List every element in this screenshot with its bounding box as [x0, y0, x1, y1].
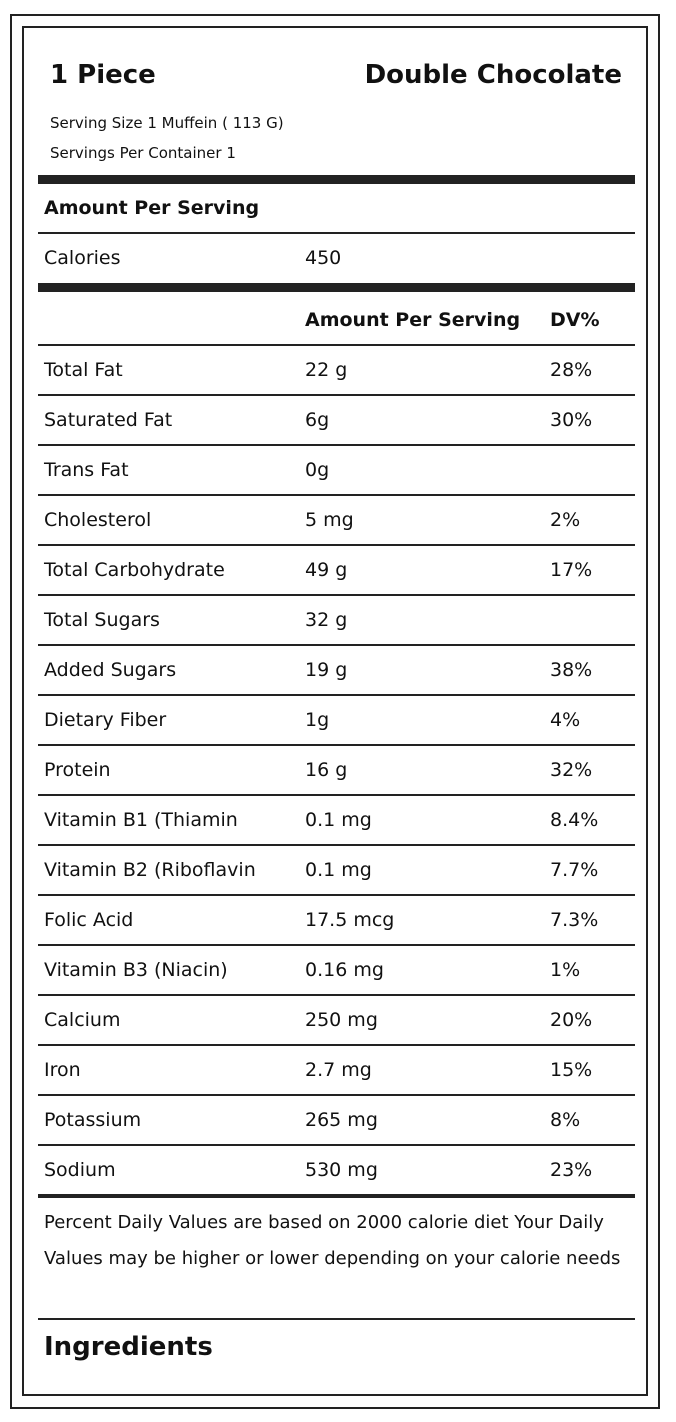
nutrient-dv: 32% [550, 759, 593, 781]
nutrient-amount: 6g [305, 409, 330, 431]
calories-label: Calories [44, 247, 121, 269]
nutrient-dv: 15% [550, 1059, 593, 1081]
row-divider [38, 844, 635, 846]
nutrient-amount: 49 g [305, 559, 348, 581]
row-divider [38, 944, 635, 946]
nutrient-name: Trans Fat [44, 459, 129, 481]
daily-value-footnote: Percent Daily Values are based on 2000 calorie diet Your Daily Values may be higher or lower depending on your calorie needs [44, 1212, 621, 1269]
nutrient-name: Dietary Fiber [44, 709, 167, 731]
nutrient-name: Added Sugars [44, 659, 177, 681]
nutrient-name: Total Sugars [44, 609, 160, 631]
nutrient-dv: 1% [550, 959, 581, 981]
piece-title: 1 Piece [50, 60, 156, 90]
nutrient-amount: 530 mg [305, 1159, 378, 1181]
nutrient-dv: 38% [550, 659, 593, 681]
calories-value: 450 [305, 247, 342, 269]
row-divider [38, 694, 635, 696]
row-divider [38, 744, 635, 746]
nutrient-name: Saturated Fat [44, 409, 173, 431]
nutrient-name: Calcium [44, 1009, 121, 1031]
row-divider [38, 994, 635, 996]
nutrient-dv: 7.3% [550, 909, 599, 931]
thick-divider [38, 283, 635, 292]
nutrient-amount: 17.5 mcg [305, 909, 395, 931]
nutrient-amount: 1g [305, 709, 330, 731]
divider [38, 344, 635, 346]
flavor-title: Double Chocolate [364, 60, 622, 90]
nutrient-amount: 32 g [305, 609, 348, 631]
nutrient-name: Total Carbohydrate [44, 559, 225, 581]
nutrient-name: Vitamin B1 (Thiamin [44, 809, 238, 831]
divider [38, 232, 635, 234]
nutrient-amount: 2.7 mg [305, 1059, 372, 1081]
row-divider [38, 1094, 635, 1096]
amount-per-serving-label: Amount Per Serving [44, 197, 260, 219]
table-bottom-divider [38, 1194, 635, 1198]
nutrient-amount: 250 mg [305, 1009, 378, 1031]
nutrient-name: Vitamin B3 (Niacin) [44, 959, 228, 981]
column-header-dv: DV% [550, 309, 600, 331]
row-divider [38, 894, 635, 896]
nutrient-name: Iron [44, 1059, 81, 1081]
row-divider [38, 1044, 635, 1046]
nutrient-amount: 0g [305, 459, 330, 481]
nutrient-name: Protein [44, 759, 111, 781]
nutrient-name: Sodium [44, 1159, 116, 1181]
nutrient-amount: 265 mg [305, 1109, 378, 1131]
nutrient-amount: 5 mg [305, 509, 354, 531]
nutrient-dv: 17% [550, 559, 593, 581]
nutrient-name: Total Fat [44, 359, 123, 381]
serving-size: Serving Size 1 Muffein ( 113 G) [50, 114, 284, 132]
nutrient-dv: 20% [550, 1009, 593, 1031]
nutrient-name: Cholesterol [44, 509, 152, 531]
servings-per-container: Servings Per Container 1 [50, 144, 236, 162]
row-divider [38, 794, 635, 796]
nutrient-name: Folic Acid [44, 909, 134, 931]
nutrient-amount: 0.1 mg [305, 809, 372, 831]
nutrient-dv: 8% [550, 1109, 581, 1131]
row-divider [38, 644, 635, 646]
nutrient-amount: 19 g [305, 659, 348, 681]
row-divider [38, 444, 635, 446]
nutrient-amount: 0.1 mg [305, 859, 372, 881]
nutrient-dv: 7.7% [550, 859, 599, 881]
nutrient-name: Vitamin B2 (Riboflavin [44, 859, 256, 881]
row-divider [38, 544, 635, 546]
row-divider [38, 1144, 635, 1146]
nutrient-dv: 23% [550, 1159, 593, 1181]
nutrient-dv: 2% [550, 509, 581, 531]
row-divider [38, 594, 635, 596]
nutrient-dv: 4% [550, 709, 581, 731]
nutrient-amount: 16 g [305, 759, 348, 781]
thick-divider [38, 175, 635, 184]
nutrient-amount: 22 g [305, 359, 348, 381]
nutrient-dv: 8.4% [550, 809, 599, 831]
row-divider [38, 494, 635, 496]
ingredients-heading: Ingredients [44, 1332, 213, 1362]
nutrient-amount: 0.16 mg [305, 959, 384, 981]
nutrient-dv: 28% [550, 359, 593, 381]
divider [38, 1318, 635, 1320]
nutrient-name: Potassium [44, 1109, 142, 1131]
column-header-amount: Amount Per Serving [305, 309, 521, 331]
row-divider [38, 394, 635, 396]
nutrient-dv: 30% [550, 409, 593, 431]
